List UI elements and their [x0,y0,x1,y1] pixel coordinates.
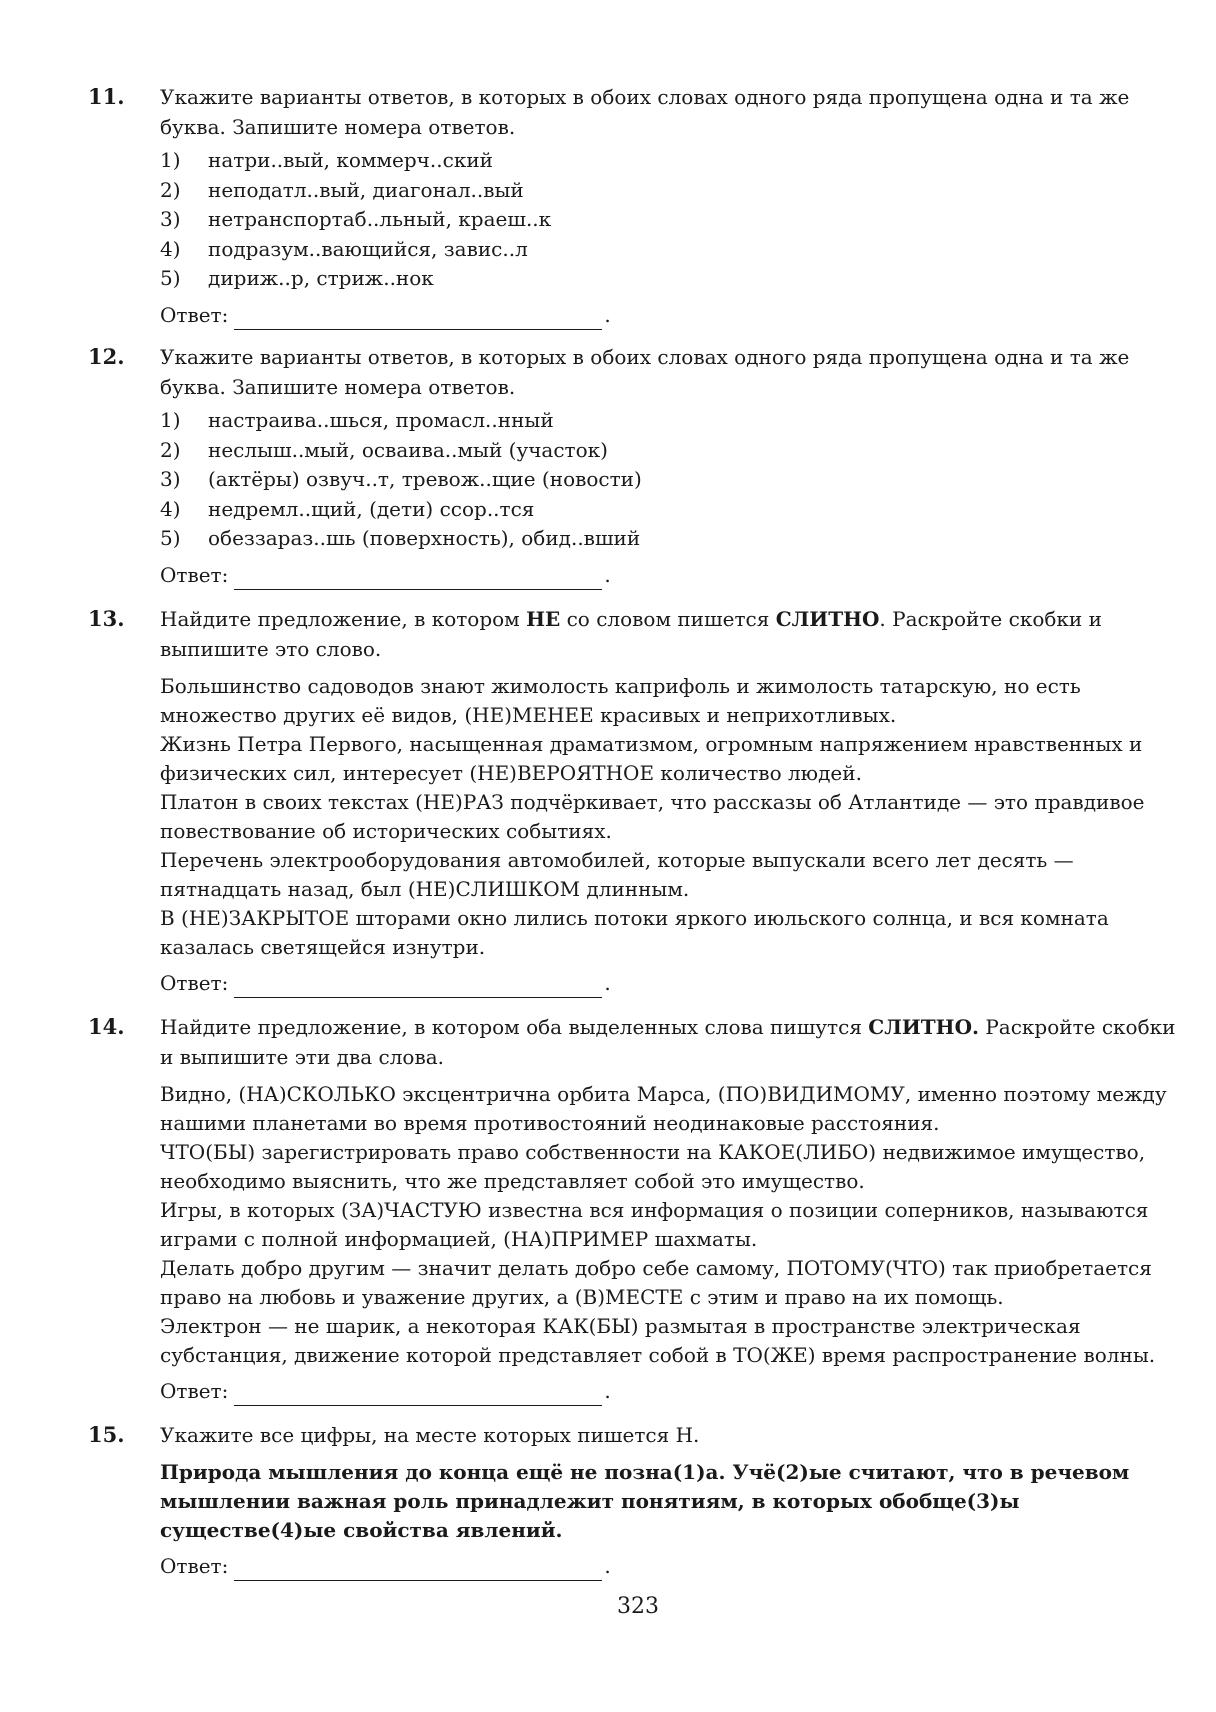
option-4: 4) подразум..вающийся, завис..л [160,236,528,261]
answer-row: Ответ: . [160,968,1188,998]
task-number: 12. [88,344,125,369]
answer-row: Ответ: . [160,1551,1188,1581]
task-question: Найдите предложение, в котором оба выделенных слова пишутся СЛИТНО. Раскройте скобки и выпишите эти два слова. [160,1015,1176,1069]
option-1: 1) натри..вый, коммерч..ский [160,148,493,172]
task-12 [88,342,1188,590]
option-3: 3) (актёры) озвуч..т, тревож..щие (новости) [160,467,642,491]
task-15 [88,1420,1188,1581]
task-question: Укажите все цифры, на месте которых пишется Н. [160,1423,700,1447]
option-4: 4) недремл..щий, (дети) ссор..тся [160,496,535,521]
answer-label: Ответ: [160,562,229,587]
answer-row: Ответ: . [160,1376,1188,1406]
answer-field[interactable] [234,975,602,998]
task-number: 14. [88,1014,125,1039]
answer-field[interactable] [234,307,602,330]
task-11 [88,82,1188,330]
option-1: 1) настраива..шься, промасл..нный [160,408,554,432]
options-list [160,406,1188,554]
sentences-list [160,672,1188,962]
answer-field[interactable] [234,567,602,590]
task-question: Найдите предложение, в котором НЕ со словом пишется СЛИТНО. Раскройте скобки и выпишите это слово. [160,607,1102,661]
answer-label: Ответ: [160,302,229,327]
task-question: Укажите варианты ответов, в которых в обоих словах одного ряда пропущена одна и та же буква. Запишите номера ответов. [160,345,1130,399]
option-5: 5) обеззараз..шь (поверхность), обид..вший [160,526,641,550]
answer-label: Ответ: [160,971,229,995]
answer-row: Ответ: . [160,560,1188,590]
sentence: Видно, (НА)СКОЛЬКО эксцентрична орбита Марса, (ПО)ВИДИМОМУ, именно поэтому между нашими планетами во время противостояний неодинаковые расстояния. [160,1082,1167,1135]
answer-field[interactable] [234,1383,602,1406]
page-number: 323 [617,1594,659,1619]
task-13 [88,604,1188,998]
sentence: Игры, в которых (ЗА)ЧАСТУЮ известна вся информация о позиции соперников, называются играми с полной информацией, (НА)ПРИМЕР шахматы. [160,1198,1149,1251]
sentence: Перечень электрооборудования автомобилей, которые выпускали всего лет десять — пятнадцать назад, был (НЕ)СЛИШКОМ длинным. [160,848,1074,901]
task-14 [88,1012,1188,1406]
task-text: Природа мышления до конца ещё не позна(1)а. Учё(2)ые считают, что в речевом мышлении важная роль принадлежит понятиям, в которых обобще(3)ы существе(4)ые свойства явлений. [160,1460,1130,1542]
option-5: 5) дириж..р, стриж..нок [160,266,434,290]
option-2: 2) неслыш..мый, осваива..мый (участок) [160,437,608,462]
sentence: Платон в своих текстах (НЕ)РАЗ подчёркивает, что рассказы об Атлантиде — это правдивое повествование об исторических событиях. [160,790,1145,843]
sentence: Большинство садоводов знают жимолость каприфоль и жимолость татарскую, но есть множество других её видов, (НЕ)МЕНЕЕ красивых и неприхотливых. [160,674,1081,727]
answer-label: Ответ: [160,1379,229,1403]
option-2: 2) неподатл..вый, диагонал..вый [160,177,524,202]
task-number: 15. [88,1422,125,1447]
sentence: В (НЕ)ЗАКРЫТОЕ шторами окно лились потоки яркого июльского солнца, и вся комната казалась светящейся изнутри. [160,906,1109,959]
task-number: 11. [88,84,125,109]
sentence: Жизнь Петра Первого, насыщенная драматизмом, огромным напряжением нравственных и физических сил, интересует (НЕ)ВЕРОЯТНОЕ количество людей. [160,732,1143,785]
answer-field[interactable] [234,1558,602,1581]
task-question: Укажите варианты ответов, в которых в обоих словах одного ряда пропущена одна и та же буква. Запишите номера ответов. [160,85,1130,139]
task-number: 13. [88,606,125,631]
sentence: Электрон — не шарик, а некоторая КАК(БЫ) размытая в пространстве электрическая субстанция, движение которой представляет собой в ТО(ЖЕ) время распространение волны. [160,1314,1156,1367]
option-3: 3) нетранспортаб..льный, краеш..к [160,207,552,231]
answer-row: Ответ: . [160,300,1188,330]
sentence: Делать добро другим — значит делать добро себе самому, ПОТОМУ(ЧТО) так приобретается право на любовь и уважение других, а (В)МЕСТЕ с этим и право на их помощь. [160,1256,1152,1309]
sentence: ЧТО(БЫ) зарегистрировать право собственности на КАКОЕ(ЛИБО) недвижимое имущество, необходимо выяснить, что же представляет собой это имущество. [160,1140,1146,1193]
options-list [160,146,1188,294]
answer-label: Ответ: [160,1554,229,1578]
sentences-list [160,1080,1188,1370]
